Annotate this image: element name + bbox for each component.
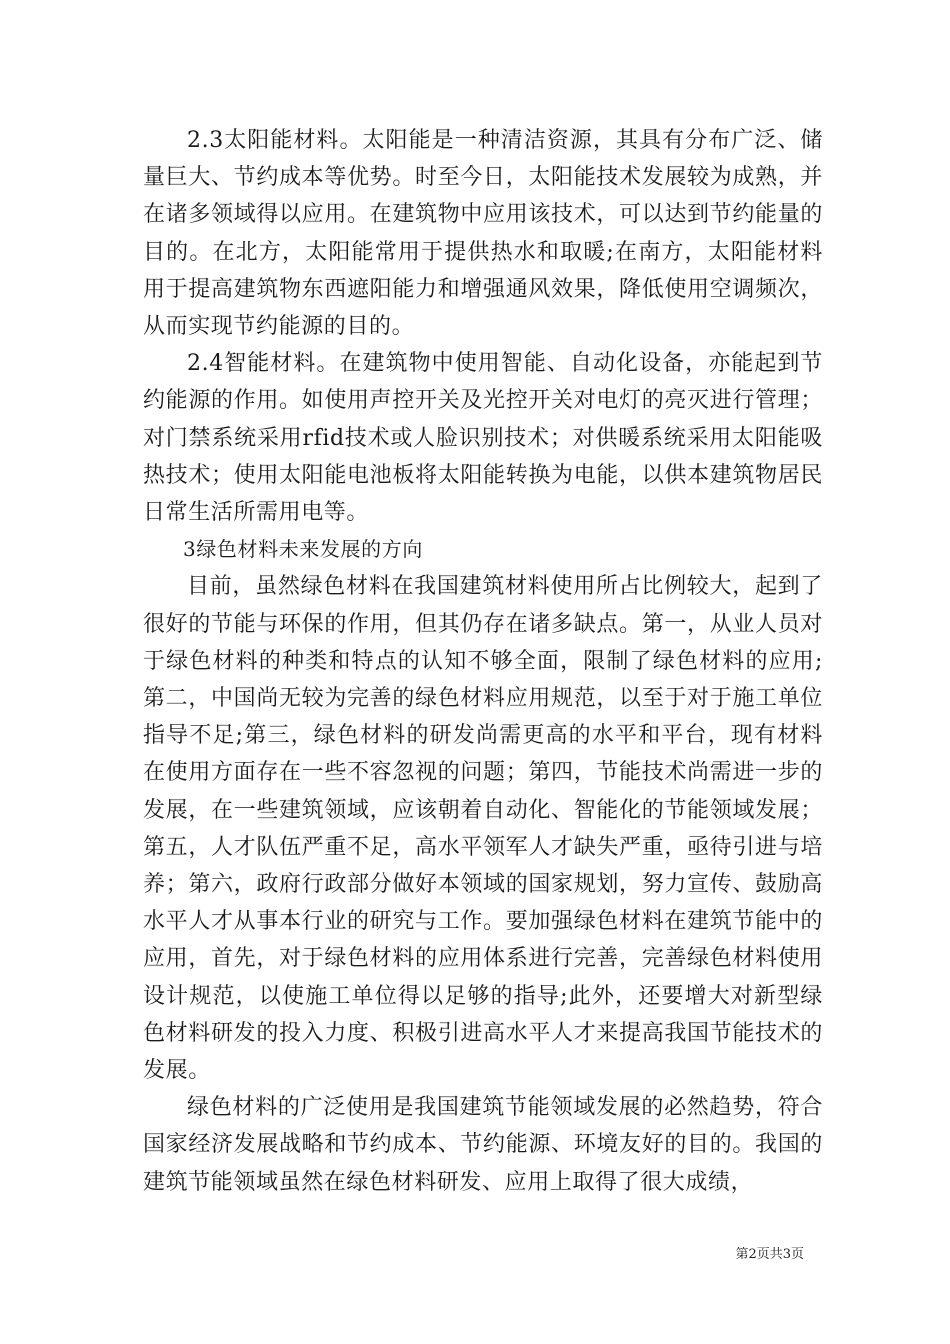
paragraph-smart-materials: 2.4智能材料。在建筑物中使用智能、自动化设备，亦能起到节约能源的作用。如使用声控开关及光控开关对电灯的亮灭进行管理；对门禁系统采用rfid技术或人脸识别技术；对供暖系统采用太阳能吸热技术；使用太阳能电池板将太阳能转换为电能，以供本建筑物居民日常生活所需用电等。	[143, 351, 823, 526]
paragraph-solar-materials: 2.3太阳能材料。太阳能是一种清洁资源，其具有分布广泛、储量巨大、节约成本等优势。时至今日，太阳能技术发展较为成熟，并在诸多领域得以应用。在建筑物中应用该技术，可以达到节约能量的目的。在北方，太阳能常用于提供热水和取暖;在南方，太阳能材料用于提高建筑物东西遮阳能力和增强通风效果，降低使用空调频次，从而实现节约能源的目的。	[143, 128, 823, 340]
document-body	[143, 122, 823, 1201]
page-number-footer: 第2页共3页	[735, 1247, 804, 1262]
paragraph-shortcomings: 目前，虽然绿色材料在我国建筑材料使用所占比例较大，起到了很好的节能与环保的作用，但其仍存在诸多缺点。第一，从业人员对于绿色材料的种类和特点的认知不够全面，限制了绿色材料的应用;第二，中国尚无较为完善的绿色材料应用规范，以至于对于施工单位指导不足;第三，绿色材料的研发尚需更高的水平和平台，现有材料在使用方面存在一些不容忽视的问题；第四，节能技术尚需进一步的发展，在一些建筑领域，应该朝着自动化、智能化的节能领域发展；第五，人才队伍严重不足，高水平领军人才缺失严重，亟待引进与培养；第六，政府行政部分做好本领域的国家规划，努力宣传、鼓励高水平人才从事本行业的研究与工作。要加强绿色材料在建筑节能中的应用，首先，对于绿色材料的应用体系进行完善，完善绿色材料使用设计规范，以使施工单位得以足够的指导;此外，还要增大对新型绿色材料研发的投入力度、积极引进高水平人才来提高我国节能技术的发展。	[143, 574, 823, 1084]
paragraph-conclusion: 绿色材料的广泛使用是我国建筑节能领域发展的必然趋势，符合国家经济发展战略和节约成本、节约能源、环境友好的目的。我国的建筑节能领域虽然在绿色材料研发、应用上取得了很大成绩，	[143, 1095, 823, 1195]
section-heading: 3绿色材料未来发展的方向	[183, 537, 423, 562]
